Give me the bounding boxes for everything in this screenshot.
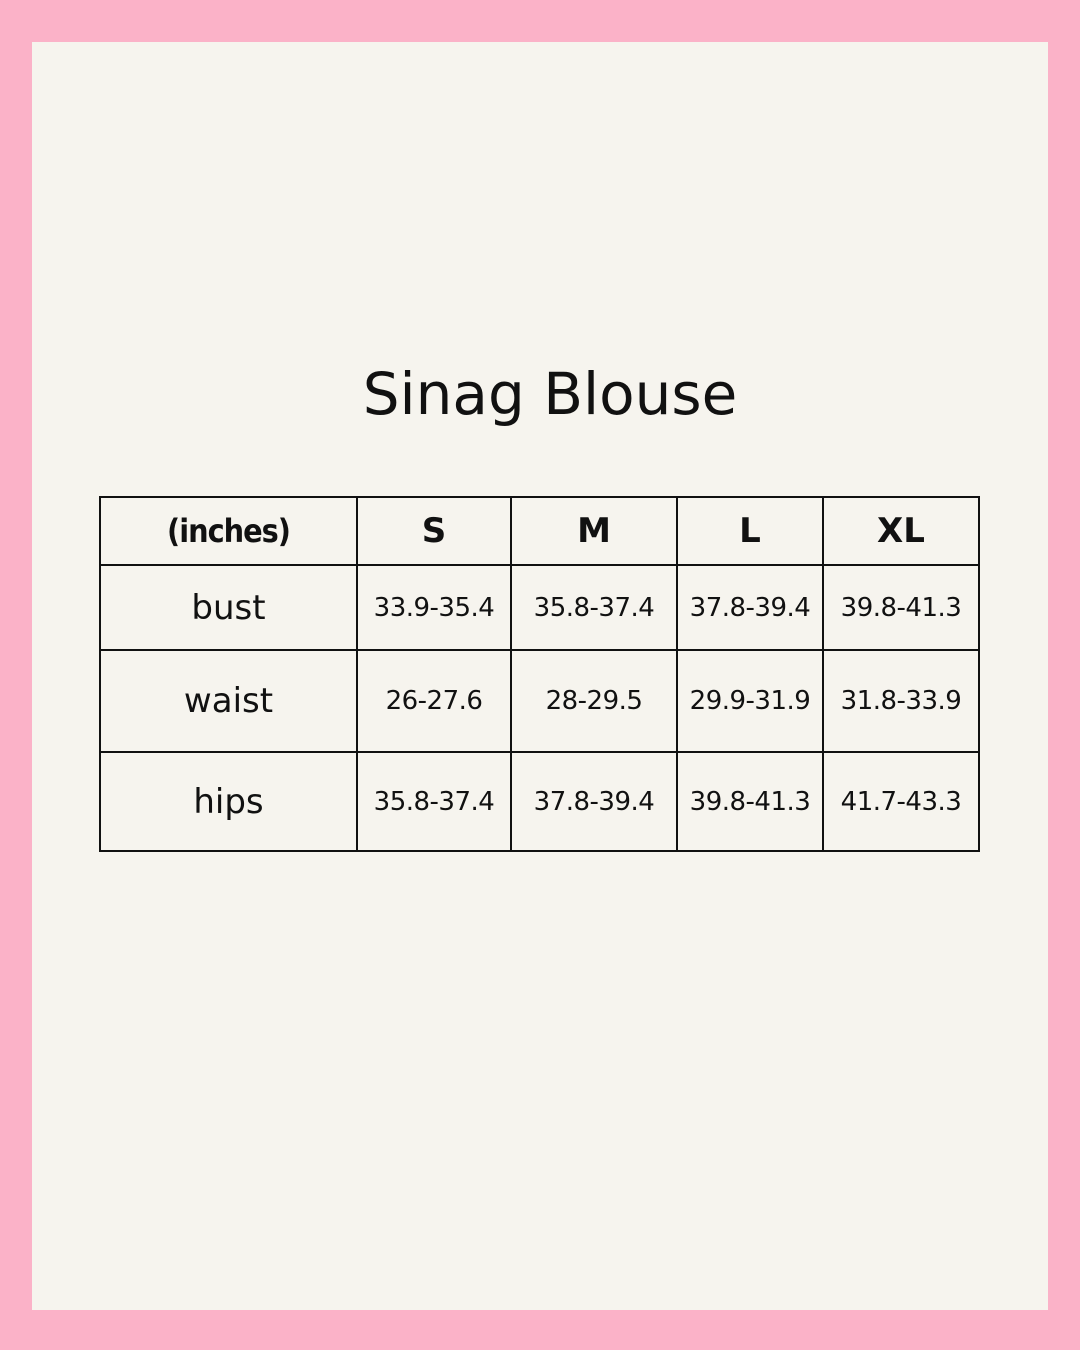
- table-cell: 26-27.6: [357, 650, 511, 752]
- size-header-s: S: [357, 497, 511, 565]
- measure-label-waist: waist: [100, 650, 357, 752]
- measure-label-hips: hips: [100, 752, 357, 851]
- table-cell: 28-29.5: [511, 650, 677, 752]
- table-cell: 31.8-33.9: [823, 650, 979, 752]
- table-row-hips: [100, 752, 979, 851]
- size-header-m: M: [511, 497, 677, 565]
- size-header-l: L: [677, 497, 823, 565]
- table-cell: 37.8-39.4: [677, 565, 823, 650]
- table-cell: 39.8-41.3: [823, 565, 979, 650]
- table-header-row: [100, 497, 979, 565]
- table-cell: 35.8-37.4: [511, 565, 677, 650]
- table-cell: 33.9-35.4: [357, 565, 511, 650]
- size-chart-table: [99, 496, 980, 852]
- table-cell: 29.9-31.9: [677, 650, 823, 752]
- table-cell: 41.7-43.3: [823, 752, 979, 851]
- page-title: Sinag Blouse: [362, 360, 738, 428]
- unit-header: (inches): [100, 497, 357, 565]
- measure-label-bust: bust: [100, 565, 357, 650]
- table-row-bust: [100, 565, 979, 650]
- size-header-xl: XL: [823, 497, 979, 565]
- table-cell: 37.8-39.4: [511, 752, 677, 851]
- table-row-waist: [100, 650, 979, 752]
- table-cell: 35.8-37.4: [357, 752, 511, 851]
- table-cell: 39.8-41.3: [677, 752, 823, 851]
